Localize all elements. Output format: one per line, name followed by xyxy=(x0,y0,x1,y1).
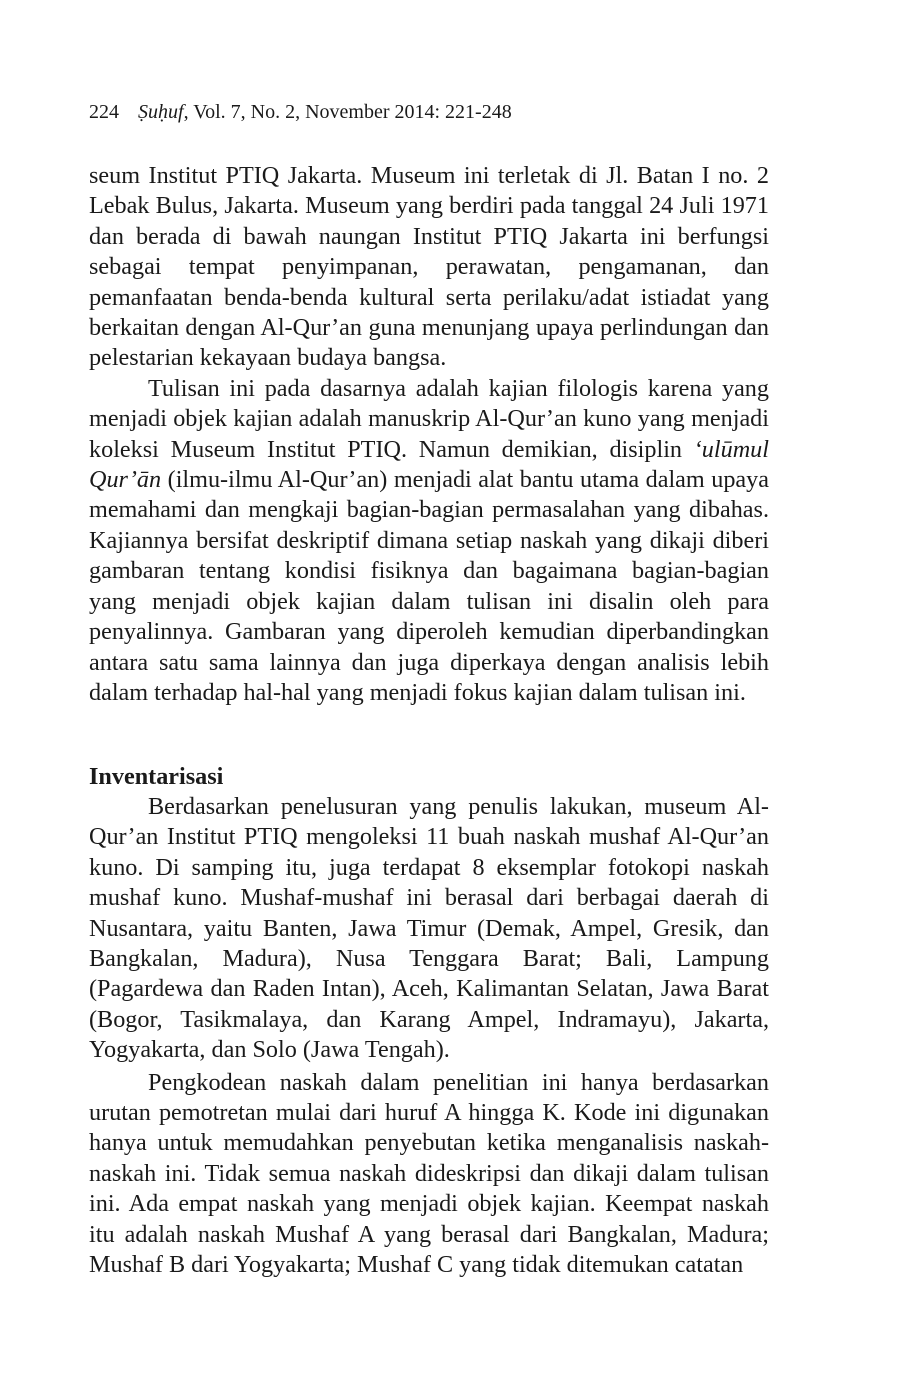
paragraph-method xyxy=(89,374,769,708)
section-body xyxy=(89,792,769,1281)
section-paragraph-2: Pengkodean naskah dalam penelitian ini hanya berdasarkan urutan pemotretan mulai dari huruf A hingga K. Kode ini digunakan hanya untuk memudahkan penyebutan ketika menganalisis naskah-naskah ini. Tidak semua naskah dideskripsi dan dikaji dalam tulisan ini. Ada empat naskah yang menjadi objek kajian. Keempat naskah itu adalah naskah Mushaf A yang berasal dari Bangkalan, Madura; Mushaf B dari Yogyakarta; Mushaf C yang tidak ditemukan catatan xyxy=(89,1068,769,1279)
running-header xyxy=(89,98,512,126)
journal-name: Ṣuḥuf xyxy=(138,101,184,123)
page-number: 224 xyxy=(89,101,119,123)
paragraph-method-text-2: (ilmu-ilmu Al-Qur’an) menjadi alat bantu utama dalam upaya memahami dan mengkaji bagian-bagian permasalahan yang dibahas. Kajiannya bersifat deskriptif dimana setiap naskah yang dikaji diberi gambaran tentang kondisi fisiknya dan bagaimana bagian-bagian yang menjadi objek kajian dalam tulisan ini disalin oleh para penyalinnya. Gambaran yang diperoleh kemudian diperbandingkan antara satu sama lainnya dan juga diperkaya dengan analisis lebih dalam terhadap hal-hal yang menjadi fokus kajian dalam tulisan ini. xyxy=(89,466,769,706)
paragraph-method-text-1: Tulisan ini pada dasarnya adalah kajian filologis karena yang menjadi objek kajian adalah manuskrip Al-Qur’an kuno yang menjadi koleksi Museum Institut PTIQ. Namun demikian, disiplin xyxy=(89,374,769,463)
italic-term: ‘ulūmul Qur’ān xyxy=(89,435,769,494)
journal-citation: , Vol. 7, No. 2, November 2014: 221-248 xyxy=(183,101,512,123)
section-heading: Inventarisasi xyxy=(89,763,224,790)
body-text xyxy=(89,161,769,708)
paragraph-continued: seum Institut PTIQ Jakarta. Museum ini terletak di Jl. Batan I no. 2 Lebak Bulus, Jakarta. Museum yang berdiri pada tanggal 24 Juli 1971 dan berada di bawah naungan Institut PTIQ Jakarta ini berfungsi sebagai tempat penyimpanan, perawatan, pengamanan, dan pemanfaatan benda-benda kultural serta perilaku/adat istiadat yang berkaitan dengan Al-Qur’an guna menunjang upaya perlindungan dan pelestarian kekayaan budaya bangsa. xyxy=(89,162,769,372)
section-paragraph-1: Berdasarkan penelusuran yang penulis lakukan, museum Al-Qur’an Institut PTIQ mengoleksi 11 buah naskah mushaf Al-Qur’an kuno. Di samping itu, juga terdapat 8 eksemplar fotokopi naskah mushaf kuno. Mushaf-mushaf ini berasal dari berbagai daerah di Nusantara, yaitu Banten, Jawa Timur (Demak, Ampel, Gresik, dan Bangkalan, Madura), Nusa Tenggara Barat; Bali, Lampung (Pagardewa dan Raden Intan), Aceh, Kalimantan Selatan, Jawa Barat (Bogor, Tasikmalaya, dan Karang Ampel, Indramayu), Jakarta, Yogyakarta, dan Solo (Jawa Tengah). xyxy=(89,793,769,1064)
